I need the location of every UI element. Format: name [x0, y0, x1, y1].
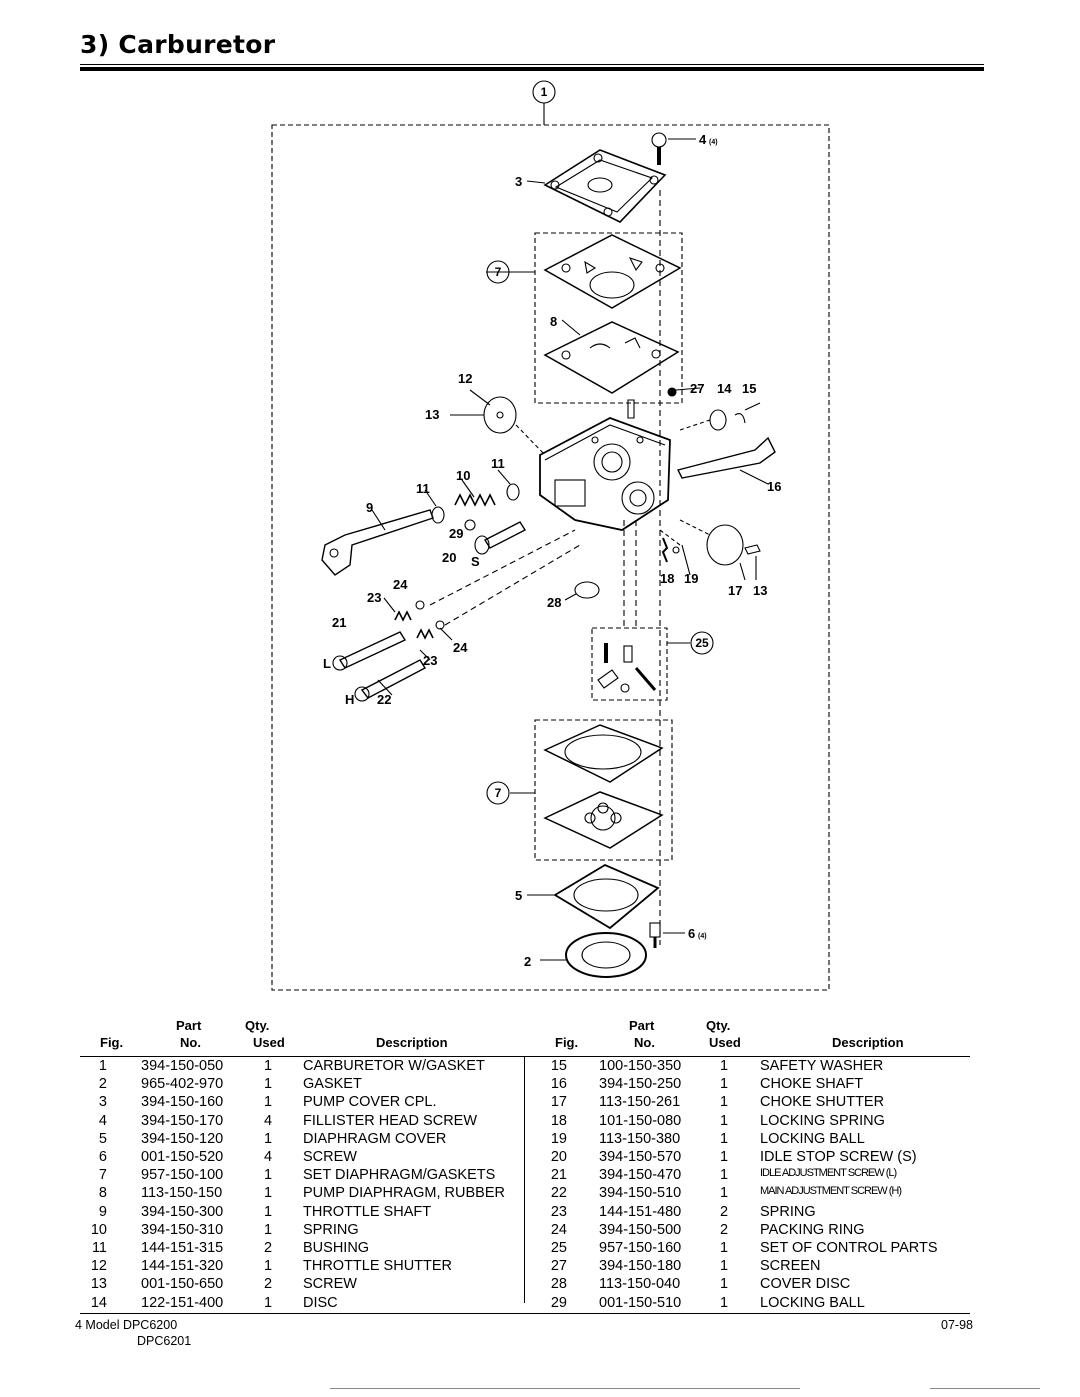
table-cell-fig: 20 [550, 1149, 567, 1165]
svg-text:23: 23 [423, 653, 438, 668]
svg-text:19: 19 [684, 571, 699, 586]
table-cell-qty: 2 [720, 1203, 729, 1220]
header-part-left: Part [176, 1018, 202, 1033]
table-cell-qty: 1 [264, 1258, 273, 1275]
table-cell-desc: COVER DISC [760, 1276, 851, 1293]
table-cell-qty: 4 [264, 1112, 273, 1129]
table-cell-desc: SCREEN [760, 1258, 821, 1275]
table-row [0, 1276, 1080, 1294]
table-cell-qty: 1 [264, 1094, 273, 1111]
table-cell-part: 394-150-570 [599, 1149, 682, 1165]
parts-table [0, 1018, 1080, 1318]
table-cell-fig: 27 [550, 1258, 567, 1275]
footer-model: 4 Model DPC6200 [75, 1318, 178, 1332]
table-cell-desc: SPRING [303, 1221, 359, 1238]
table-cell-part: 394-150-180 [599, 1258, 682, 1275]
table-cell-part: 394-150-160 [141, 1094, 224, 1111]
table-cell-part: 394-150-470 [599, 1167, 682, 1184]
table-cell-part: 144-151-320 [141, 1258, 224, 1275]
table-cell-fig: 17 [550, 1094, 567, 1111]
table-cell-fig: 9 [98, 1203, 107, 1220]
table-cell-fig: 14 [90, 1294, 107, 1311]
header-used-right: Used [709, 1035, 741, 1050]
svg-text:13: 13 [425, 407, 440, 422]
table-cell-desc: SCREW [303, 1276, 357, 1293]
svg-text:13: 13 [753, 583, 768, 598]
table-row [0, 1058, 1080, 1076]
table-cell-part: 113-150-261 [599, 1094, 681, 1111]
svg-text:17: 17 [728, 583, 743, 598]
table-cell-fig: 18 [550, 1112, 567, 1129]
header-no-left: No. [180, 1035, 201, 1050]
table-cell-part: 113-150-150 [141, 1185, 223, 1202]
table-cell-qty: 1 [720, 1130, 729, 1147]
header-qty-left: Qty. [245, 1018, 270, 1033]
table-cell-desc: PUMP COVER CPL. [303, 1094, 437, 1111]
table-cell-part: 001-150-510 [599, 1294, 682, 1311]
table-cell-part: 394-150-510 [599, 1185, 682, 1202]
svg-text:20: 20 [442, 550, 457, 565]
table-cell-qty: 4 [264, 1149, 273, 1165]
svg-text:1: 1 [540, 85, 548, 99]
svg-text:16: 16 [767, 479, 782, 494]
scan-artifact-right [930, 1388, 1040, 1389]
header-desc-right: Description [832, 1035, 904, 1050]
svg-text:(4): (4) [709, 139, 718, 146]
table-cell-desc: SAFETY WASHER [760, 1058, 884, 1074]
table-row [0, 1131, 1080, 1149]
svg-text:11: 11 [491, 456, 505, 471]
table-cell-part: 394-150-120 [141, 1130, 224, 1147]
table-cell-fig: 19 [550, 1130, 567, 1147]
svg-text:14: 14 [717, 381, 732, 396]
table-cell-fig: 11 [91, 1240, 107, 1256]
table-cell-part: 101-150-080 [599, 1112, 682, 1129]
table-cell-part: 113-150-040 [599, 1276, 681, 1293]
table-cell-fig: 8 [98, 1185, 107, 1202]
table-bottom-rule [80, 1313, 970, 1314]
svg-text:7: 7 [494, 265, 502, 279]
table-cell-desc: PACKING RING [760, 1221, 865, 1238]
table-cell-desc: LOCKING BALL [760, 1294, 865, 1311]
table-row [0, 1167, 1080, 1185]
table-cell-qty: 1 [720, 1076, 729, 1093]
table-row [0, 1113, 1080, 1131]
table-cell-part: 965-402-970 [141, 1076, 224, 1093]
table-cell-desc: CHOKE SHUTTER [760, 1094, 885, 1111]
table-cell-qty: 1 [720, 1167, 729, 1184]
table-cell-qty: 1 [720, 1240, 729, 1256]
scan-artifact [330, 1388, 800, 1389]
table-cell-part: 394-150-500 [599, 1221, 682, 1238]
header-fig-left: Fig. [100, 1035, 124, 1050]
table-cell-part: 957-150-160 [599, 1240, 682, 1256]
table-cell-qty: 1 [264, 1167, 273, 1184]
table-cell-qty: 1 [720, 1276, 729, 1293]
table-cell-fig: 21 [550, 1167, 567, 1184]
table-cell-fig: 6 [98, 1149, 107, 1165]
table-cell-desc: THROTTLE SHUTTER [303, 1258, 453, 1275]
table-cell-desc: LOCKING SPRING [760, 1112, 885, 1129]
svg-text:S: S [471, 554, 480, 569]
footer-model-second: DPC6201 [137, 1334, 192, 1348]
table-cell-fig: 2 [98, 1076, 107, 1093]
table-cell-part: 394-150-310 [141, 1221, 224, 1238]
table-row [0, 1149, 1080, 1167]
table-cell-qty: 1 [720, 1112, 729, 1129]
svg-text:5: 5 [515, 888, 523, 903]
table-cell-fig: 16 [550, 1076, 567, 1093]
svg-text:28: 28 [547, 595, 562, 610]
table-cell-desc: BUSHING [303, 1240, 370, 1256]
svg-text:9: 9 [366, 500, 374, 515]
table-cell-qty: 1 [264, 1076, 273, 1093]
svg-text:24: 24 [453, 640, 468, 655]
table-cell-desc: DISC [303, 1294, 338, 1311]
table-cell-qty: 1 [720, 1149, 729, 1165]
svg-text:27: 27 [690, 381, 705, 396]
table-cell-part: 144-151-315 [141, 1240, 224, 1256]
table-cell-part: 144-151-480 [599, 1203, 682, 1220]
svg-text:21: 21 [332, 615, 347, 630]
header-used-left: Used [253, 1035, 285, 1050]
table-cell-part: 394-150-300 [141, 1203, 224, 1220]
table-cell-part: 957-150-100 [141, 1167, 224, 1184]
table-cell-qty: 1 [720, 1294, 729, 1311]
table-row [0, 1240, 1080, 1258]
table-cell-desc: PUMP DIAPHRAGM, RUBBER [303, 1185, 505, 1202]
table-cell-desc: MAIN ADJUSTMENT SCREW (H) [760, 1185, 902, 1198]
table-cell-part: 122-151-400 [141, 1294, 224, 1311]
title-rule-thin [80, 64, 984, 65]
svg-text:8: 8 [550, 314, 558, 329]
table-cell-desc: IDLE ADJUSTMENT SCREW (L) [760, 1167, 897, 1180]
table-cell-fig: 29 [550, 1294, 567, 1311]
page-title: 3) Carburetor [80, 30, 276, 59]
footer-date: 07-98 [941, 1318, 973, 1332]
table-cell-desc: IDLE STOP SCREW (S) [760, 1149, 917, 1165]
svg-text:H: H [345, 692, 355, 707]
table-cell-fig: 28 [550, 1276, 567, 1293]
table-cell-qty: 1 [264, 1203, 273, 1220]
table-cell-part: 394-150-250 [599, 1076, 682, 1093]
svg-text:25: 25 [695, 636, 709, 650]
table-cell-qty: 2 [720, 1221, 729, 1238]
table-cell-qty: 1 [264, 1185, 273, 1202]
table-cell-qty: 2 [264, 1276, 273, 1293]
table-row [0, 1185, 1080, 1203]
svg-text:29: 29 [449, 526, 464, 541]
svg-text:2: 2 [524, 954, 532, 969]
svg-text:(4): (4) [698, 933, 707, 940]
table-cell-fig: 25 [550, 1240, 567, 1256]
table-cell-qty: 1 [264, 1294, 273, 1311]
table-cell-desc: CARBURETOR W/GASKET [303, 1058, 485, 1074]
table-cell-fig: 24 [550, 1221, 567, 1238]
header-desc-left: Description [376, 1035, 448, 1050]
table-cell-fig: 12 [90, 1258, 107, 1275]
svg-text:7: 7 [494, 786, 502, 800]
svg-text:18: 18 [660, 571, 675, 586]
table-cell-part: 394-150-170 [141, 1112, 224, 1129]
table-cell-fig: 15 [550, 1058, 567, 1074]
table-cell-fig: 4 [98, 1112, 107, 1129]
table-row [0, 1258, 1080, 1276]
svg-text:15: 15 [742, 381, 757, 396]
svg-text:10: 10 [456, 468, 471, 483]
header-rule [80, 1056, 970, 1057]
table-row [0, 1204, 1080, 1222]
header-part-right: Part [629, 1018, 655, 1033]
table-cell-part: 100-150-350 [599, 1058, 682, 1074]
table-cell-part: 001-150-650 [141, 1276, 224, 1293]
title-rule-thick [80, 67, 984, 71]
table-row [0, 1076, 1080, 1094]
svg-text:4: 4 [699, 132, 707, 147]
table-cell-desc: THROTTLE SHAFT [303, 1203, 432, 1220]
table-cell-fig: 1 [98, 1058, 107, 1074]
table-cell-desc: SPRING [760, 1203, 816, 1220]
svg-text:L: L [323, 656, 331, 671]
table-cell-fig: 10 [90, 1221, 107, 1238]
table-cell-desc: FILLISTER HEAD SCREW [303, 1112, 478, 1129]
table-cell-desc: CHOKE SHAFT [760, 1076, 864, 1093]
table-cell-desc: SET DIAPHRAGM/GASKETS [303, 1167, 496, 1184]
svg-text:12: 12 [458, 371, 473, 386]
header-qty-right: Qty. [706, 1018, 731, 1033]
table-cell-qty: 1 [264, 1058, 273, 1074]
table-cell-fig: 3 [98, 1094, 107, 1111]
svg-text:6: 6 [688, 926, 696, 941]
table-cell-fig: 13 [90, 1276, 107, 1293]
svg-text:11: 11 [416, 481, 430, 496]
svg-text:24: 24 [393, 577, 408, 592]
svg-text:23: 23 [367, 590, 382, 605]
table-cell-desc: GASKET [303, 1076, 362, 1093]
table-cell-qty: 1 [720, 1258, 729, 1275]
carburetor-exploded-diagram [0, 75, 1080, 1000]
table-cell-desc: SCREW [303, 1149, 357, 1165]
table-cell-desc: SET OF CONTROL PARTS [760, 1240, 938, 1256]
table-cell-qty: 2 [264, 1240, 273, 1256]
table-cell-qty: 1 [264, 1130, 273, 1147]
table-cell-desc: LOCKING BALL [760, 1130, 865, 1147]
table-cell-part: 001-150-520 [141, 1149, 224, 1165]
svg-text:3: 3 [515, 174, 523, 189]
svg-text:22: 22 [377, 692, 392, 707]
table-cell-fig: 22 [550, 1185, 567, 1202]
table-cell-fig: 7 [98, 1167, 107, 1184]
table-cell-qty: 1 [720, 1094, 729, 1111]
table-cell-desc: DIAPHRAGM COVER [303, 1130, 447, 1147]
header-fig-right: Fig. [555, 1035, 579, 1050]
assembly-outline [272, 125, 829, 990]
table-cell-part: 394-150-050 [141, 1058, 224, 1074]
table-cell-qty: 1 [720, 1185, 729, 1202]
table-row [0, 1295, 1080, 1313]
table-row [0, 1094, 1080, 1112]
table-cell-part: 113-150-380 [599, 1130, 681, 1147]
table-cell-fig: 23 [550, 1203, 567, 1220]
table-cell-qty: 1 [720, 1058, 729, 1074]
table-row [0, 1222, 1080, 1240]
table-cell-qty: 1 [264, 1221, 273, 1238]
header-no-right: No. [634, 1035, 655, 1050]
table-cell-fig: 5 [98, 1130, 107, 1147]
